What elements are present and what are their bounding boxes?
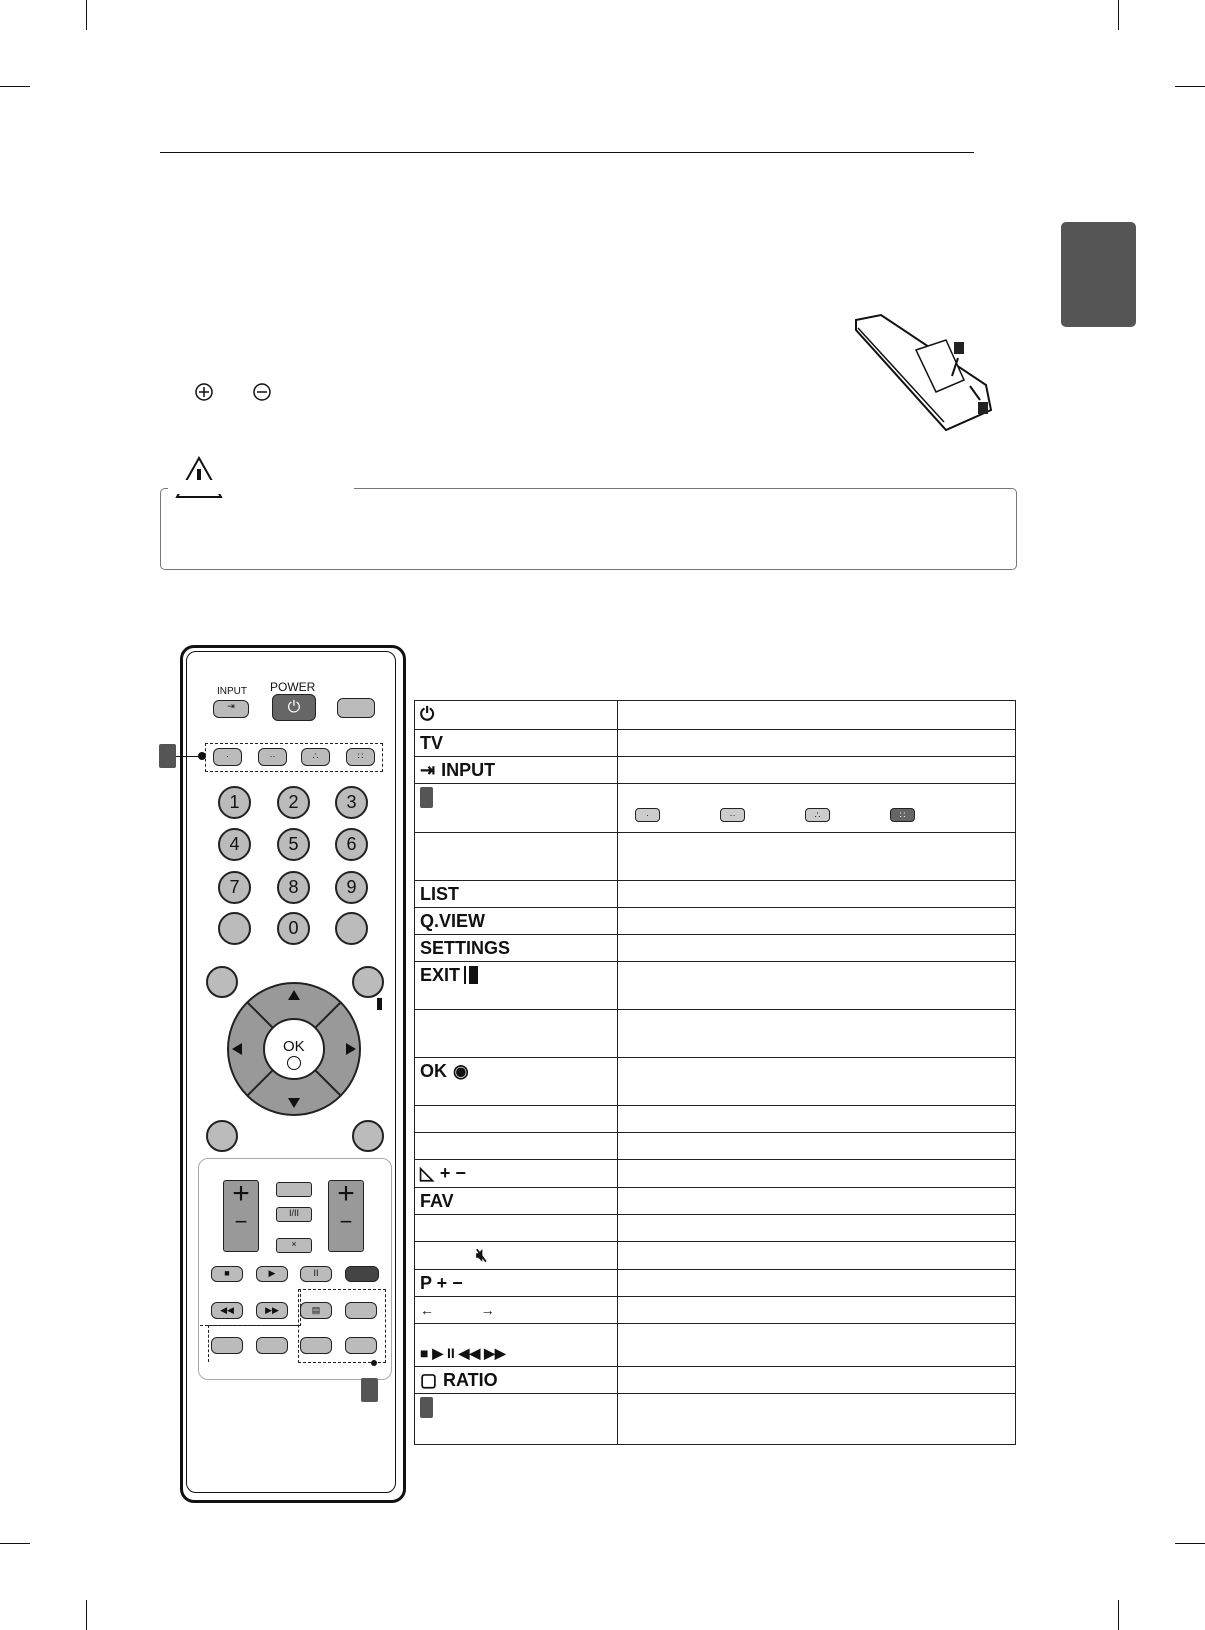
power-icon: ⏻ <box>420 703 435 724</box>
power-button[interactable] <box>272 694 316 721</box>
arrows-icon: ← → <box>420 1302 495 1318</box>
fav-button[interactable] <box>276 1182 312 1197</box>
digit-9-button[interactable]: 9 <box>335 871 368 904</box>
ratio-button[interactable] <box>345 1266 379 1282</box>
input-label: INPUT <box>441 759 496 780</box>
qview-button[interactable] <box>335 912 368 945</box>
crop-mark <box>1175 1543 1205 1544</box>
ratio-toggle-button[interactable]: I/II <box>276 1207 312 1222</box>
color-key-3-icon: ∴ <box>805 808 830 822</box>
volume-label: + − <box>439 1162 466 1183</box>
input-label: INPUT <box>217 686 247 697</box>
crop-mark <box>0 1543 30 1544</box>
power-icon: ⏻ <box>287 699 301 716</box>
input-icon: ⇥ <box>227 701 235 711</box>
back-button[interactable] <box>206 1120 238 1152</box>
section-tab <box>1061 222 1136 327</box>
exit-label: EXIT <box>420 964 461 985</box>
pause-button[interactable]: II <box>300 1266 332 1282</box>
battery-cover-illustration <box>846 310 996 435</box>
callout-badge-1 <box>420 787 433 808</box>
mute-button[interactable] <box>276 1238 312 1253</box>
crop-mark <box>86 0 87 30</box>
volume-icon: ◺ <box>420 1162 434 1183</box>
play-button[interactable]: ▶ <box>256 1266 288 1282</box>
ratio-label: RATIO <box>443 1369 498 1390</box>
crop-mark <box>1118 1600 1119 1630</box>
button-function-table <box>414 700 1016 1445</box>
green-button[interactable] <box>256 1337 288 1354</box>
caution-box-gap <box>168 480 354 494</box>
program-rocker[interactable]: + − <box>328 1180 364 1252</box>
stop-button[interactable]: ■ <box>211 1266 243 1282</box>
digit-2-button[interactable]: 2 <box>277 786 310 819</box>
ratio-icon: ▢ <box>420 1369 438 1390</box>
digit-8-button[interactable]: 8 <box>277 871 310 904</box>
mute-icon: × <box>291 1239 297 1249</box>
blue-button[interactable] <box>345 1337 377 1354</box>
callout-badge-1 <box>159 744 176 768</box>
yellow-button[interactable] <box>300 1337 332 1354</box>
digit-1-button[interactable]: 1 <box>218 786 251 819</box>
digit-7-button[interactable]: 7 <box>218 871 251 904</box>
digit-5-button[interactable]: 5 <box>277 828 310 861</box>
digit-6-button[interactable]: 6 <box>335 828 368 861</box>
color-key-1-icon: · <box>635 808 660 822</box>
red-button[interactable] <box>211 1337 243 1354</box>
exit-icon <box>466 966 478 984</box>
color-key-4-icon: ∷ <box>890 808 915 822</box>
ok-label: OK <box>420 1060 447 1081</box>
t-opt-button[interactable] <box>345 1302 377 1319</box>
minus-polarity-icon <box>252 382 272 402</box>
fav-label: FAV <box>420 1190 454 1211</box>
color-key-2-icon: ·· <box>720 808 745 822</box>
digit-0-button[interactable]: 0 <box>277 912 310 945</box>
tv-button[interactable] <box>337 698 375 718</box>
program-label: P + − <box>420 1272 463 1293</box>
header-rule <box>160 152 974 153</box>
color-key-1[interactable]: · <box>213 748 242 766</box>
ok-icon: ◉ <box>453 1060 469 1081</box>
ok-label: OK <box>283 1038 305 1055</box>
crop-mark <box>1118 0 1119 30</box>
exit-icon <box>377 998 382 1010</box>
rewind-button[interactable]: ◀◀ <box>211 1302 243 1319</box>
settings-label: SETTINGS <box>420 937 511 958</box>
color-key-2[interactable]: ·· <box>258 748 287 766</box>
caution-box <box>160 488 1017 570</box>
input-button[interactable] <box>213 700 249 718</box>
qview-label: Q.VIEW <box>420 910 486 931</box>
list-button[interactable] <box>218 912 251 945</box>
color-key-4[interactable]: ∷ <box>346 748 375 766</box>
input-icon: ⇥ <box>420 759 436 780</box>
callout-badge-2 <box>361 1378 378 1402</box>
info-button[interactable] <box>352 1120 384 1152</box>
power-label: POWER <box>270 680 316 694</box>
plus-polarity-icon <box>194 382 214 402</box>
ok-button[interactable] <box>287 1056 301 1070</box>
callout-dot-2 <box>371 1360 377 1366</box>
volume-rocker[interactable]: + − <box>223 1180 259 1252</box>
digit-4-button[interactable]: 4 <box>218 828 251 861</box>
playback-icon: ■ ▶ II ◀◀ ▶▶ <box>420 1344 506 1361</box>
crop-mark <box>1175 86 1205 87</box>
tv-label: TV <box>420 732 444 753</box>
crop-mark <box>86 1600 87 1630</box>
color-key-3[interactable]: ∴ <box>301 748 330 766</box>
crop-mark <box>0 86 30 87</box>
callout-badge-2 <box>420 1397 433 1418</box>
forward-button[interactable]: ▶▶ <box>256 1302 288 1319</box>
text-button[interactable]: ▤ <box>300 1302 332 1319</box>
digit-3-button[interactable]: 3 <box>335 786 368 819</box>
list-label: LIST <box>420 883 459 904</box>
mute-icon: 🔇︎ <box>476 1244 488 1265</box>
